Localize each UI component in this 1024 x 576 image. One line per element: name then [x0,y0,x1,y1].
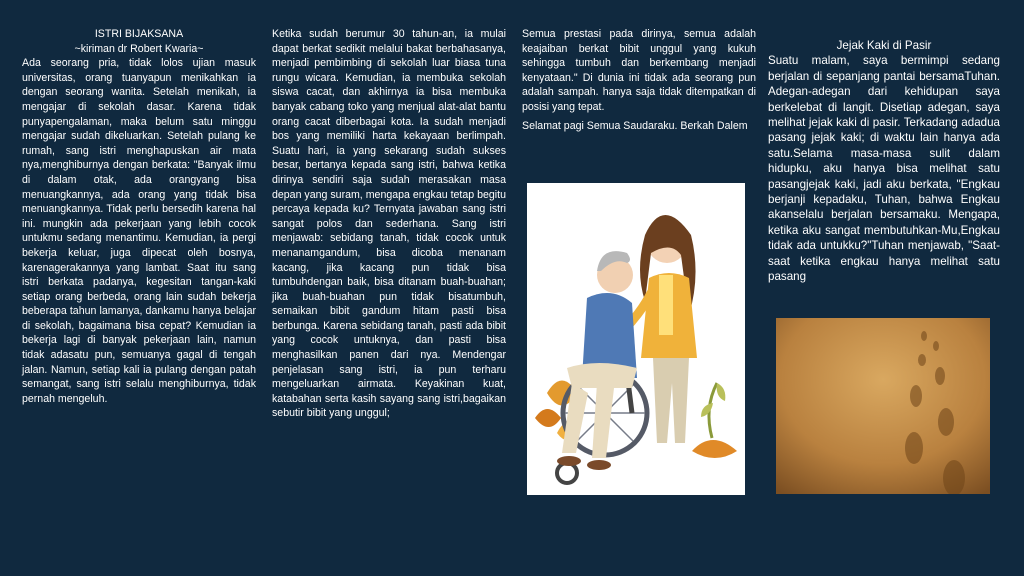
footprints-sand-photo [776,318,990,494]
story-column-2 [272,27,506,421]
story-column-3 [522,27,756,133]
story-title: ISTRI BIJAKSANA [94,28,184,40]
story-paragraph-2: Ketika sudah berumur 30 tahun-an, ia mulai dapat berkat sedikit melalui bakat berbahasanya, menjadi pembimbing di sekolah luar biasa tuna rungu wicara. Kemudian, ia membuka sekolah siswa cacat, dan akhirnya ia bisa membuka banyak cabang toko yang menjual alat-alat bantu orang cacat diberbagai kota. Ia sudah menjadi bos yang memiliki harta kekayaan berlimpah. Suatu hari, ia yang sekarang sudah sukses besar, bertanya kepada sang istri, bahwa ketika dirinya sendiri saja sudah merasakan masa depan yang suram, mengapa engkau tetap begitu percaya kepada ku? Ternyata jawaban sang istri sangat polos dan sederhana. Sang istri menjawab: sebidang tanah, tidak cocok untuk menanamgandum, bisa dicoba menanam kacang, jika kacang pun tidak bisa tumbuhdengan baik, bisa ditanam buah-buahan; jika buah-buahan pun tidak bisatumbuh, semaikan bibit gandum hitam pasti bisa berbunga. Karena sebidang tanah, pasti ada bibit yang cocok untuknya, dan pasti bisa menghasilkan panen dari nya. Mendengar penjelasan sang istri, ia pun terharu mengeluarkan airmata. Keyakinan kuat, katabahan serta kasih sayang sang istri,bagaikan sebutir bibit yang unggul; [272,28,506,420]
story-author: ~kiriman dr Robert Kwaria~ [74,42,204,55]
wheelchair-illustration [527,183,745,495]
greeting-text: Selamat pagi Semua Saudaraku. Berkah Dalem [522,119,748,132]
story-column-1 [22,27,256,406]
story-column-4 [768,38,1000,285]
story-paragraph-1: Ada seorang pria, tidak lolos ujian masuk universitas, orang tuanyapun menikahkan ia dengan seorang wanita. Setelah menikah, ia mengajar di sekolah dasar. Karena tidak punyapengalaman, maka belum satu minggu mengajar sudah dikeluarkan. Setelah pulang ke rumah, sang istri menghapuskan air mata nya,menghiburnya dengan berkata: "Banyak ilmu di dalam otak, ada orangyang bisa menuangkannya, ada orang yang tidak bisa menuangkannya. Tidak perlu bersedih karena hal ini. mungkin ada pekerjaan yang lebih cocok untukmu sedang menantimu. Kemudian, ia pergi bekerja keluar, juga dipecat oleh bosnya, karenagerakannya yang lambat. Saat itu sang istri berkata padanya, kegesitan tangan-kaki setiap orang berbeda, orang lain sudah bekerja beberapa tahun lamanya, dankamu hanya belajar di sekolah, bagaimana bisa cepat? Kemudian ia bekerja lagi di banyak pekerjaan lain, namun tidak adasatu pun, semuanya gagal di tengah jalan. Namun, setiap kali ia pulang dengan patah semangat, sang istri selalu menghiburnya, tidak pernah mengeluh. [22,57,256,405]
poem-paragraph: Suatu malam, saya bermimpi sedang berjalan di sepanjang pantai bersamaTuhan. Adegan-adegan dari kehidupan saya berkelebat di langit. Disetiap adegan, saya melihat jejak kaki di pasir. Terkadang adadua pasang jejak kaki; di waktu lain hanya ada satu.Selama masa-masa sulit dalam hidupku, aku hanya bisa melihat satu pasangjejak kaki, jadi aku berkata, "Engkau berjanji kepadaku, Tuhan, bahwa Engkau akanselalu berjalan bersamaku. Mengapa, ketika aku sangat membutuhkan-Mu,Engkau tidak ada untukku?"Tuhan menjawab, "Saat-saat ketika engkau hanya melihat satu pasang [768,54,1000,284]
poem-title: Jejak Kaki di Pasir [836,39,932,52]
story-paragraph-3: Semua prestasi pada dirinya, semua adalah keajaiban berkat bibit unggul yang kukuh sehingga tumbuh dan berkembang menjadi kenyataan." Di dunia ini tidak ada seorang pun adalah sampah. hanya saja tidak ditempatkan di posisi yang tepat. [522,28,756,113]
